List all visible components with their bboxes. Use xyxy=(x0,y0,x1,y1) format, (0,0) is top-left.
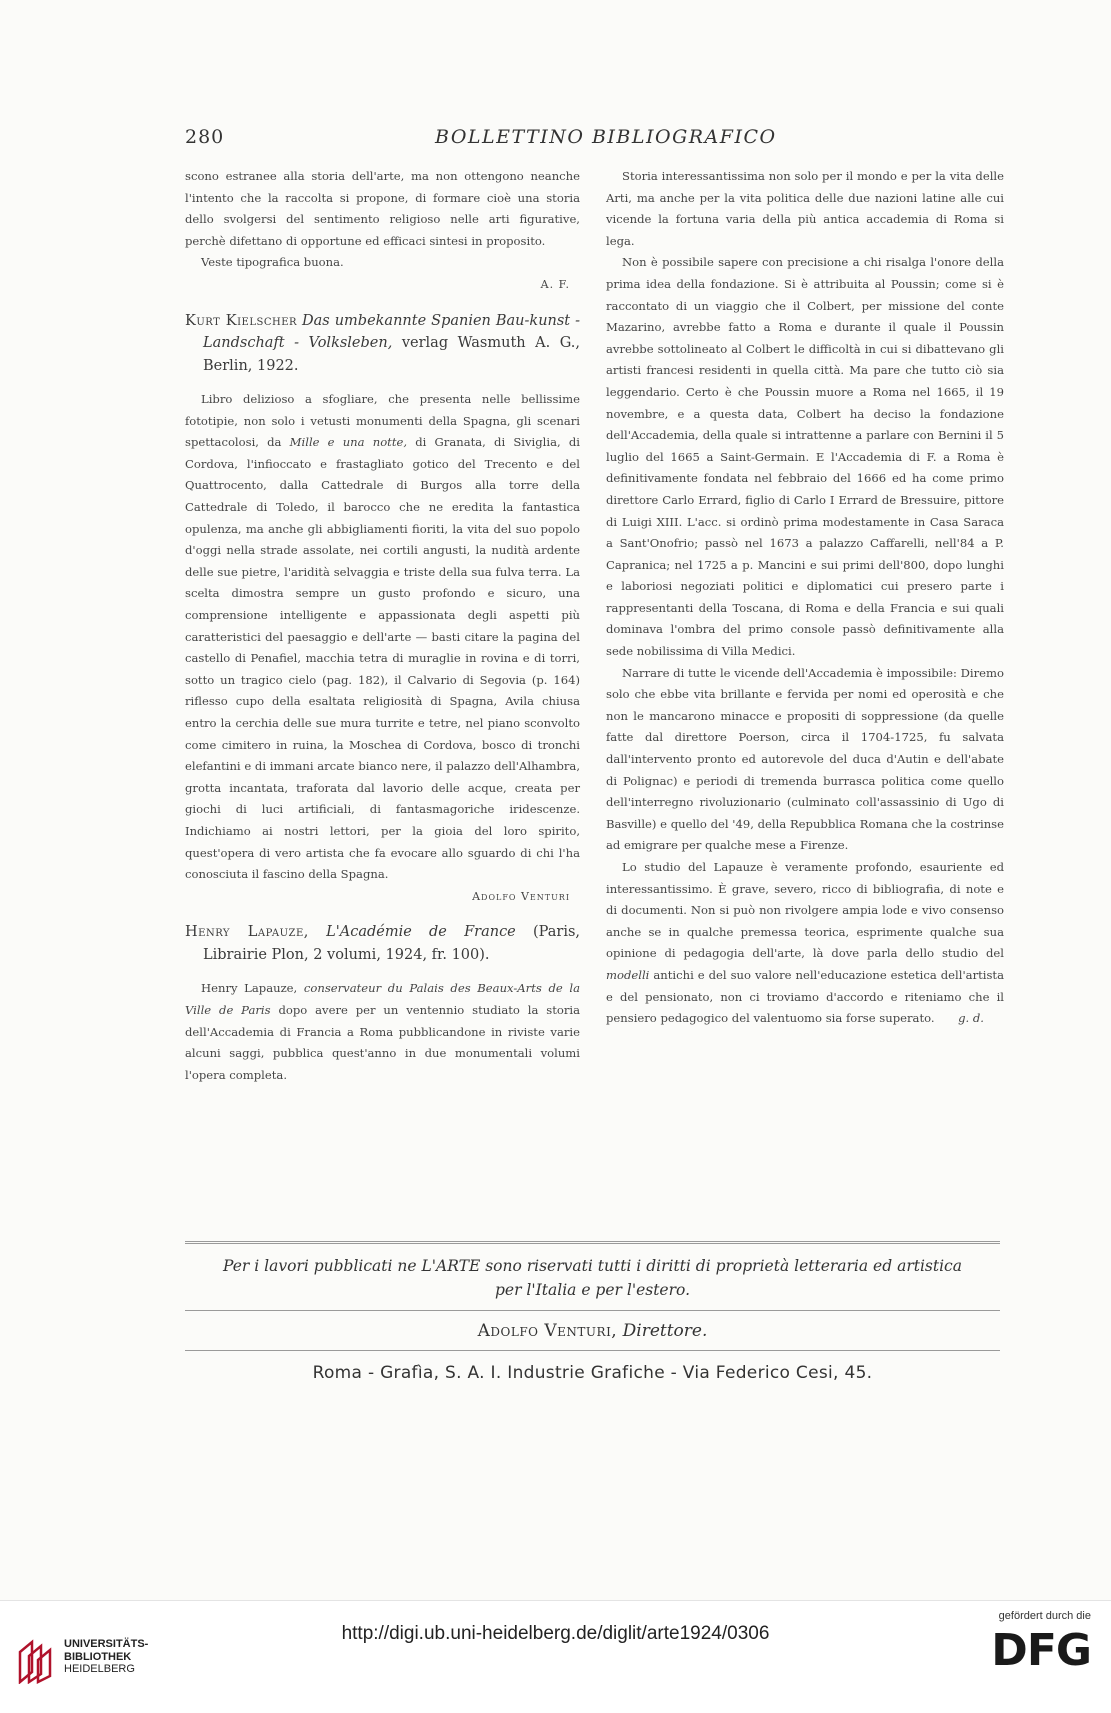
paragraph: scono estranee alla storia dell'arte, ma non ottengono neanche l'intento che la raccolta si propone, di formare cioè una storia dello svolgersi del sentimento religioso nelle arti figurative, perchè difettano di opportune ed efficaci sintesi in proposito. xyxy=(185,169,580,248)
page-number: 280 xyxy=(185,126,225,148)
signature: Adolfo Venturi xyxy=(472,889,570,903)
author-name: Kurt Kielscher xyxy=(185,312,298,329)
signature: A. F. xyxy=(540,277,570,291)
paragraph: Libro delizioso a sfogliare, che presenta nelle bellissime fototipie, non solo i vetusti monumenti della Spagna, gli scenari spettacolosi, da Mille e una notte, di Granata, di Siviglia, di Cordova, l'infioccato e frastagliato gotico del Trecento e del Quattrocento, dalla Cattedrale di Burgos alla torre della Cattedrale di Toledo, il barocco che ne eredita la fantastica opulenza, ma anche gli abbigliamenti fioriti, la vita del suo popolo d'oggi nella strade assolate, nei cortili angusti, la nudità ardente delle sue pietre, l'aridità selvaggia e triste della sua fulva terra. La scelta dimostra sempre un gusto profondo e sicuro, una comprensione intelligente e appassionata degli aspetti più caratteristici del paesaggio e dell'arte — basti citare la pagina del castello di Penafiel, macchia tetra di muraglie in rovina e di torri, sotto un tragico cielo (pag. 182), il Calvario di Segovia (p. 164) riflesso cupo della esaltata religiosità di Spagna, Avila chiusa entro la cerchia delle sue mura turrite e tetre, nel piano sconvolto come cimitero in ruina, la Moschea di Cordova, bosco di tronchi elefantini e di immani arcate bianco nere, il palazzo dell'Alhambra, grotta incantata, traforata dal lavorio delle acque, creata per giochi di luci artificiali, di fantasmagoriche iridescenze. Indichiamo ai nostri lettori, per la gioia del loro spirito, quest'opera di vero artista che fa evocare allo sguardo di chi l'ha conosciuta il fascino della Spagna. xyxy=(185,392,580,882)
right-column xyxy=(606,166,1004,1030)
printer-imprint: Roma - Grafìa, S. A. I. Industrie Grafiche - Via Federico Cesi, 45. xyxy=(312,1363,873,1383)
author-name: Henry Lapauze, xyxy=(185,924,309,941)
paragraph: Non è possibile sapere con precisione a chi risalga l'onore della prima idea della fondazione. Si è attribuita al Poussin; come si è raccontato di un viaggio che il Colbert, per missione del conte Mazarino, avrebbe fatto a Roma e durante il quale il Poussin avrebbe sottolineato al Colbert le difficoltà in cui si dibattevano gli artisti francesi residenti in quella città. Ma pare che tutto ciò sia leggendario. Certo è che Poussin muore a Roma nel 1665, il 19 novembre, e a questa data, Colbert ha deciso la fondazione dell'Accademia, della quale si intrattenne a parlare con Bernini il 5 luglio del 1665 a Saint-Germain. E l'Accademia di F. a Roma è definitivamente fondata nel febbraio del 1666 ed ha come primo direttore Carlo Errard, figlio di Carlo I Errard de Bressuire, pittore di Luigi XIII. L'acc. si ordinò prima modestamente in Casa Saraca a Sant'Onofrio; passò nel 1673 a palazzo Caffarelli, nell'84 a P. Capranica; nel 1725 a p. Mancini e sui primi dell'800, dopo lunghi e laboriosi negoziati politici e diplomatici cui presero parte i rappresentanti della Toscana, di Roma e della Francia e sui quali dominava l'ombra del primo console passò definitivamente alla sede nobilissima di Villa Medici. xyxy=(606,255,1004,659)
divider xyxy=(185,1350,1000,1351)
left-column xyxy=(185,166,580,1086)
paragraph: Lo studio del Lapauze è veramente profondo, esauriente ed interessantissimo. È grave, severo, ricco di bibliografia, di note e di documenti. Non si può non rivolgere ampia lode e vivo consenso anche se in qualche premessa teorica, esprimente qualche sua opinione di pedagogia dell'arte, là dove parla dello studio del modelli antichi e del suo valore nell'educazione estetica dell'artista e del pensionato, non ci troviamo d'accordo e riteniamo che il pensiero pedagogico del valentuomo sia forse superato. g. d. xyxy=(606,857,1004,1030)
source-url[interactable]: http://digi.ub.uni-heidelberg.de/diglit/arte1924/0306 xyxy=(341,1623,770,1644)
paragraph: Narrare di tutte le vicende dell'Accademia è impossibile: Diremo solo che ebbe vita brillante e fervida per nomi ed operosità e che non le mancarono minacce e propositi di soppressione (da quelle fatte dal direttore Poerson, circa il 1704-1725, fu salvata dall'intervento pronto ed autorevole del duca d'Autin e dell'abate di Polignac) e periodi di tremenda burrasca politica come quello dell'interregno rivoluzionario (culminato coll'assassinio di Ugo di Basville) e quello del '49, della Repubblica Romana che la costrinse ad emigrare per qualche mese a Firenze. xyxy=(606,665,1004,853)
book-title: L'Académie de France xyxy=(326,924,516,941)
divider xyxy=(185,1241,1000,1244)
library-name: UNIVERSITÄTS- BIBLIOTHEK HEIDELBERG xyxy=(64,1638,149,1675)
funding-label: gefördert durch die xyxy=(998,1610,1091,1622)
paragraph: Storia interessantissima non solo per il mondo e per la vita delle Arti, ma anche per la vita politica delle due nazioni latine alle cui vicende la fortuna varia della più antica accademia di Roma si lega. xyxy=(606,169,1004,248)
running-title: BOLLETTINO BIBLIOGRAFICO xyxy=(435,126,777,148)
director-credit: Adolfo Venturi, Direttore. xyxy=(477,1321,708,1341)
book-publisher: verlag Wasmuth A. G., Berlin, 1922. xyxy=(203,335,580,374)
digitization-footer xyxy=(0,1600,1111,1713)
signature: g. d. xyxy=(958,1011,984,1026)
paragraph: Veste tipografica buona. xyxy=(201,255,344,270)
divider xyxy=(185,1310,1000,1311)
book-publisher: (Paris, Librairie Plon, 2 volumi, 1924, fr. 100). xyxy=(203,924,581,963)
book-reference xyxy=(185,921,580,966)
paragraph: Henry Lapauze, conservateur du Palais des Beaux-Arts de la Ville de Paris dopo avere per un ventennio studiato la storia dell'Accademia di Francia a Roma pubblicandone in riviste varie alcuni saggi, pubblica quest'anno in due monumentali volumi l'opera completa. xyxy=(185,981,580,1082)
dfg-logo: DFG xyxy=(991,1625,1091,1676)
rights-notice: Per i lavori pubblicati ne L'ARTE sono riservati tutti i diritti di proprietà letteraria ed artistica per l'Italia e per l'estero. xyxy=(223,1257,962,1299)
book-title: Das umbekannte Spanien Bau-kunst - Landschaft - Volksleben, xyxy=(203,312,581,352)
book-reference xyxy=(185,310,580,378)
